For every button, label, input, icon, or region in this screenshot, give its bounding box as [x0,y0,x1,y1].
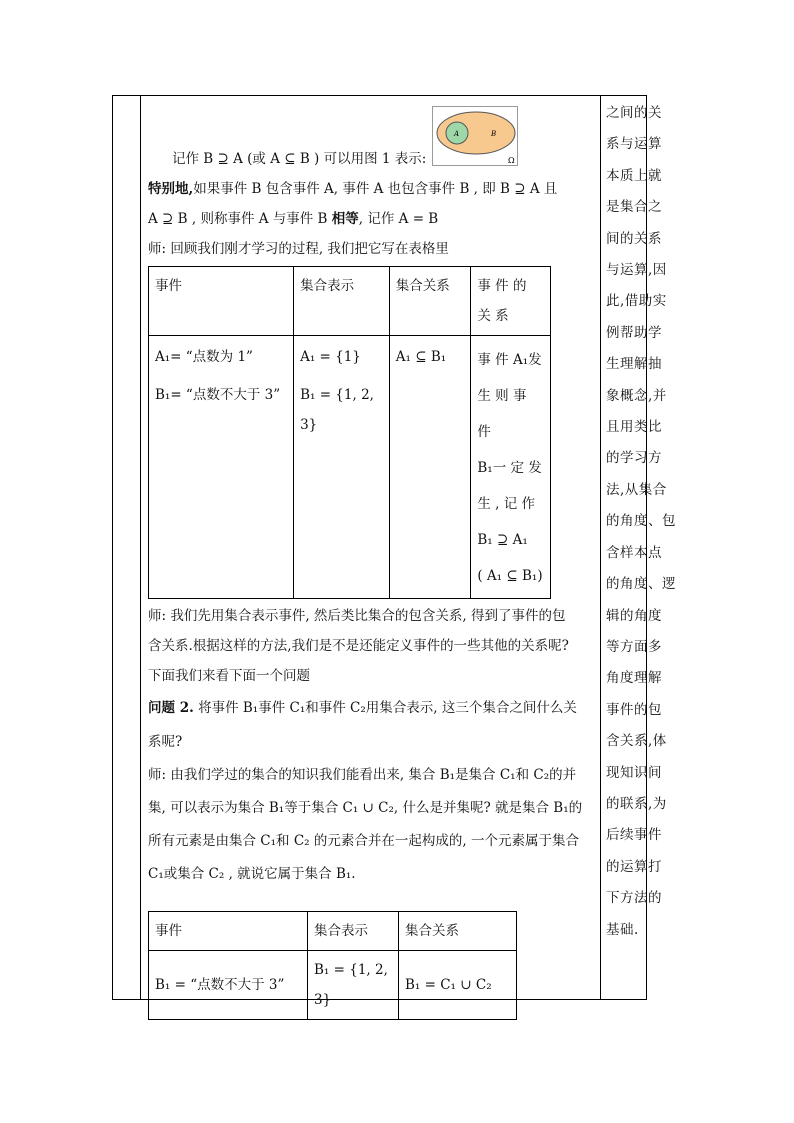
desc-line: 事 件 A₁发 [477,352,542,368]
text-line-teacher: 师: 我们先用集合表示事件, 然后类比集合的包含关系, 得到了事件的包 [148,608,566,624]
side-line: 的学习方 [606,450,662,467]
event-b: B₁= “点数不大于 3” [155,387,281,403]
text-line-review: 师: 回顾我们刚才学习的过程, 我们把它写在表格里 [148,241,449,257]
side-line: 是集合之 [606,199,662,216]
header-cell: 事件 [149,267,294,336]
header-cell: 集合关系 [389,267,471,336]
set-a-label: A [454,130,460,138]
desc-line: ( A₁ ⊆ B₁) [477,568,543,584]
side-line: 系与运算 [606,136,662,153]
equal-text-post: , 记作 A = B [358,211,439,227]
side-line: 的运算打 [606,858,662,875]
desc-line: B₁ ⊇ A₁ [477,532,528,548]
desc-line: 生 , 记 作 [477,496,536,512]
header-cell: 事件 [149,912,308,951]
set-b-label: B [491,130,497,138]
side-line: 与运算,因 [606,262,667,279]
side-line: 后续事件 [606,827,662,844]
side-line: 下方法的 [606,890,662,907]
text-line-union: 集, 可以表示为集合 B₁等于集合 C₁ ∪ C₂, 什么是并集呢? 就是集合 B₁的 [148,800,583,816]
table-header-row [149,912,517,951]
header-cell: 事 件 的 关 系 [471,267,551,336]
side-line: 此,借助实 [606,293,667,310]
desc-line: 生 则 事 件 [477,388,527,440]
side-line: 含样本点 [606,544,662,561]
question-text: 将事件 B₁事件 C₁和事件 C₂用集合表示, 这三个集合之间什么关 [193,700,577,716]
relation-cell: B₁ = C₁ ∪ C₂ [399,951,517,1020]
set-b: B₁ = {1, 2, 3} [300,387,374,433]
question-2-line [148,691,600,725]
side-line: 的联系,为 [606,795,667,812]
side-line: 角度理解 [606,670,662,687]
header-cell: 集合表示 [308,912,399,951]
text-line-union: C₁或集合 C₂ , 就说它属于集合 B₁. [148,866,356,882]
text-line-equal [148,204,600,234]
relation-cell: A₁ ⊆ B₁ [389,336,471,599]
side-line: 本质上就 [606,167,662,184]
main-content [148,100,600,1020]
text-line-special [148,174,600,204]
event-cell: B₁ = “点数不大于 3” [149,951,308,1020]
equal-bold: 相等 [331,211,359,227]
special-text: 如果事件 B 包含事件 A, 事件 A 也包含事件 B , 即 B ⊇ A 且 [193,181,558,197]
side-line: 的角度、逻 [606,576,676,593]
equal-text-pre: A ⊇ B , 则称事件 A 与事件 B [148,211,332,227]
event-a: A₁= “点数为 1” [155,349,253,365]
side-line: 生理解抽 [606,356,662,373]
question-label: 问题 2. [148,700,194,716]
side-line: 的角度、包 [606,513,676,530]
desc-line: B₁一 定 发 [477,460,542,476]
text-line-union: 师: 由我们学过的集合的知识我们能看出来, 集合 B₁是集合 C₁和 C₂的并 [148,767,577,783]
omega-label: Ω [508,156,515,165]
text-line-teacher: 下面我们来看下面一个问题 [148,668,310,684]
question-2-line: 系呢? [148,734,183,750]
table-row [149,951,517,1020]
set-cell [294,336,390,599]
side-line: 等方面多 [606,638,662,655]
side-line: 且用类比 [606,419,662,436]
event-table-2 [148,911,517,1020]
side-line: 之间的关 [606,105,662,121]
side-line: 辑的角度 [606,607,662,624]
side-line: 象概念,并 [606,387,667,404]
text-line-union: 所有元素是由集合 C₁和 C₂ 的元素合并在一起构成的, 一个元素属于集合 [148,833,579,849]
text-line-teacher: 含关系.根据这样的方法,我们是不是还能定义事件的一些其他的关系呢? [148,638,569,654]
relation-desc-cell [471,336,551,599]
side-line: 法,从集合 [606,481,667,498]
side-line: 事件的包 [606,701,662,718]
column-divider-right [600,95,601,1000]
header-cell: 集合表示 [294,267,390,336]
table-header-row [149,267,551,336]
table-row [149,336,551,599]
design-intent-column [606,98,676,946]
side-line: 基础. [606,921,639,938]
set-a: A₁ = {1} [300,349,361,365]
header-cell: 集合关系 [399,912,517,951]
side-line: 例帮助学 [606,324,662,341]
set-cell: B₁ = {1, 2, 3} [308,951,399,1020]
column-divider-left [140,95,141,1000]
side-line: 间的关系 [606,230,662,247]
side-line: 含关系,体 [606,733,667,750]
text-line-notation: 记作 B ⊇ A (或 A ⊆ B ) 可以用图 1 表示: [172,151,427,167]
special-label: 特别地, [148,181,194,197]
side-line: 现知识间 [606,764,662,781]
event-cell [149,336,294,599]
event-table-1 [148,266,551,599]
